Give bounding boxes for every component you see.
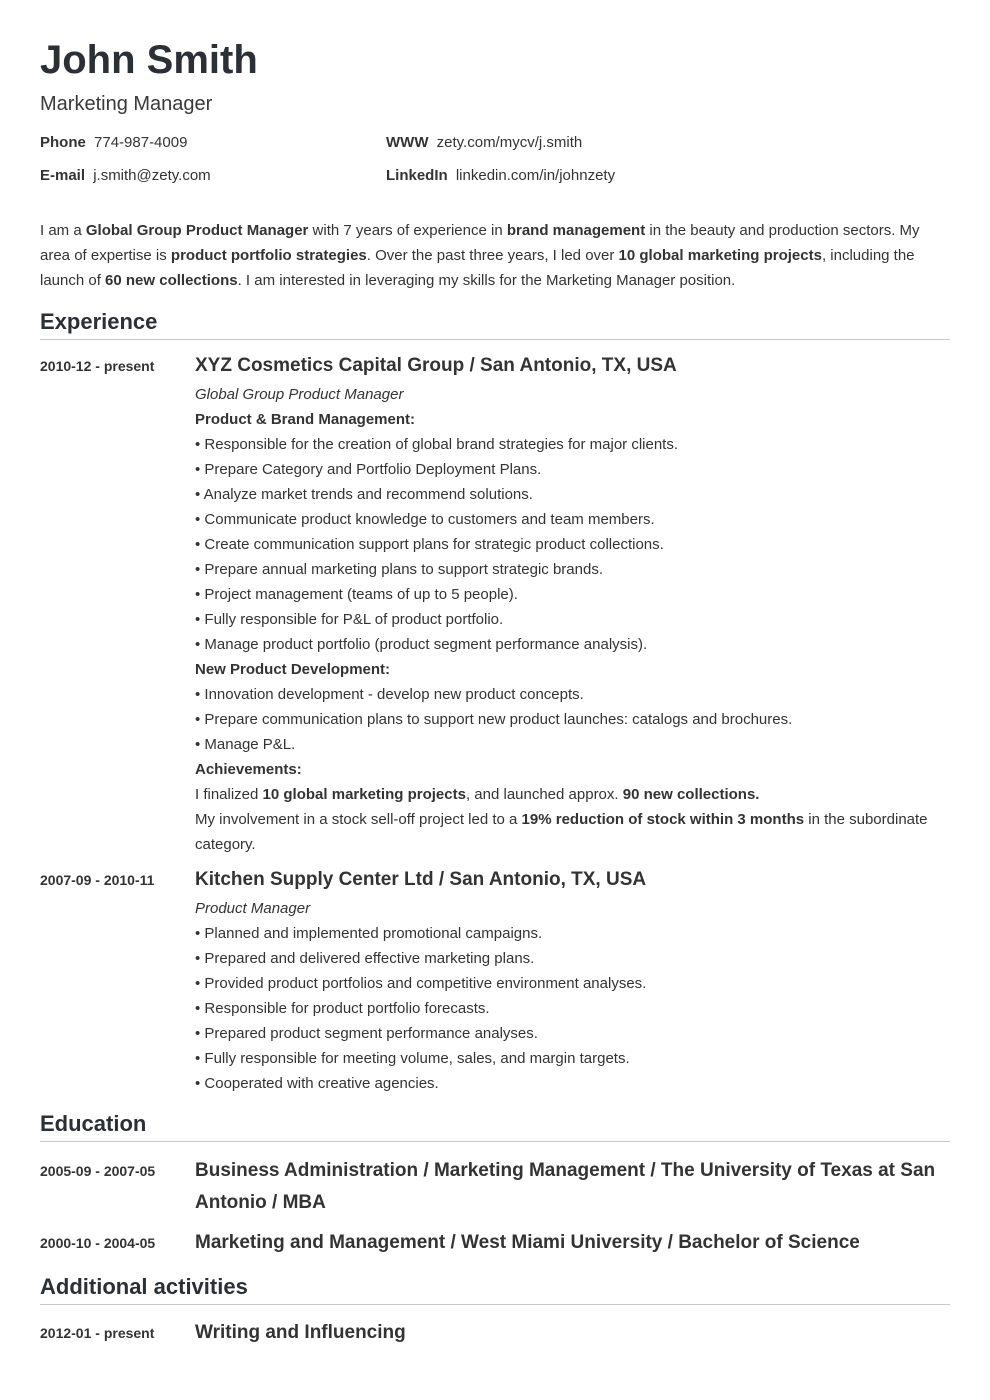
bullet-item: • Communicate product knowledge to customers and team members. [195, 511, 655, 528]
contact-email [40, 166, 211, 186]
experience-subheading: Achievements: [195, 761, 302, 778]
linkedin-value[interactable]: linkedin.com/in/johnzety [455, 167, 616, 184]
email-label: E-mail [40, 167, 86, 184]
phone-value[interactable]: 774-987-4009 [94, 134, 188, 151]
bullet-item: • Planned and implemented promotional campaigns. [195, 925, 543, 942]
experience-date: 2007-09 - 2010-11 [40, 872, 155, 888]
bullet-item: • Responsible for the creation of global brand strategies for major clients. [195, 436, 679, 453]
bullet-item: • Analyze market trends and recommend solutions. [195, 486, 533, 503]
contact-block [40, 133, 950, 199]
activity-date: 2012-01 - present [40, 1325, 155, 1341]
bullet-item: • Fully responsible for meeting volume, sales, and margin targets. [195, 1050, 630, 1067]
experience-entry [40, 867, 950, 1096]
experience-subheading: Product & Brand Management: [195, 411, 416, 428]
bullet-item: • Prepared and delivered effective marketing plans. [195, 950, 535, 967]
education-title: Marketing and Management / West Miami University / Bachelor of Science [195, 1232, 860, 1253]
education-body [195, 1158, 950, 1219]
experience-body [195, 353, 950, 857]
education-title: Business Administration / Marketing Management / The University of Texas at San Antonio / MBA [195, 1160, 936, 1213]
experience-role: Product Manager [195, 900, 311, 917]
experience-title: Kitchen Supply Center Ltd / San Antonio, TX, USA [195, 869, 647, 890]
bullet-item: • Prepare communication plans to support new product launches: catalogs and brochures. [195, 711, 793, 728]
experience-role: Global Group Product Manager [195, 386, 404, 403]
bullet-item: • Responsible for product portfolio forecasts. [195, 1000, 490, 1017]
candidate-name: John Smith [40, 38, 258, 82]
bullet-item: • Prepare Category and Portfolio Deployment Plans. [195, 461, 542, 478]
bullet-item: • Provided product portfolios and competitive environment analyses. [195, 975, 647, 992]
email-value[interactable]: j.smith@zety.com [93, 167, 211, 184]
bullet-item: • Project management (teams of up to 5 people). [195, 586, 518, 603]
candidate-title: Marketing Manager [40, 93, 213, 115]
experience-body [195, 867, 950, 1096]
professional-summary: I am a Global Group Product Manager with 7 years of experience in brand management in the beauty and production sectors. My area of expertise is product portfolio strategies. Over the past three years, I led over 10 global marketing projects, including the launch of 60 new collections. I am interested in leveraging my skills for the Marketing Manager position. [40, 222, 920, 289]
phone-label: Phone [40, 134, 86, 151]
www-label: WWW [386, 134, 429, 151]
education-entry [40, 1158, 950, 1219]
www-value[interactable]: zety.com/mycv/j.smith [436, 134, 583, 151]
activity-title: Writing and Influencing [195, 1322, 406, 1343]
bullet-item: • Manage P&L. [195, 736, 296, 753]
activity-entry [40, 1320, 950, 1349]
education-entry [40, 1230, 950, 1259]
bullet-item: • Innovation development - develop new product concepts. [195, 686, 584, 703]
experience-date: 2010-12 - present [40, 358, 155, 374]
achievement-line: My involvement in a stock sell-off project led to a 19% reduction of stock within 3 months in the subordinate category. [195, 811, 928, 853]
education-date: 2005-09 - 2007-05 [40, 1163, 156, 1179]
contact-linkedin [386, 166, 615, 186]
achievement-line: I finalized 10 global marketing projects, and launched approx. 90 new collections. [195, 786, 760, 803]
linkedin-label: LinkedIn [386, 167, 448, 184]
contact-phone [40, 133, 187, 153]
experience-title: XYZ Cosmetics Capital Group / San Antonio, TX, USA [195, 355, 677, 376]
education-heading: Education [40, 1111, 950, 1142]
experience-entry [40, 353, 950, 857]
experience-heading: Experience [40, 309, 950, 340]
education-date: 2000-10 - 2004-05 [40, 1235, 156, 1251]
experience-subheading: New Product Development: [195, 661, 391, 678]
bullet-item: • Create communication support plans for strategic product collections. [195, 536, 664, 553]
bullet-item: • Prepared product segment performance analyses. [195, 1025, 538, 1042]
contact-www [386, 133, 582, 153]
bullet-item: • Cooperated with creative agencies. [195, 1075, 439, 1092]
education-body [195, 1230, 950, 1259]
bullet-item: • Fully responsible for P&L of product portfolio. [195, 611, 504, 628]
bullet-item: • Manage product portfolio (product segment performance analysis). [195, 636, 648, 653]
activity-body [195, 1320, 950, 1349]
activities-heading: Additional activities [40, 1274, 950, 1305]
bullet-item: • Prepare annual marketing plans to support strategic brands. [195, 561, 603, 578]
